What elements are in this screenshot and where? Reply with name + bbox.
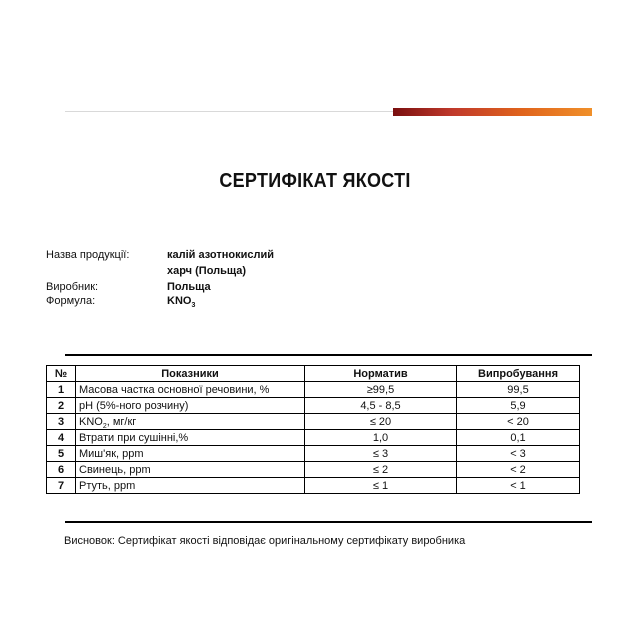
quality-table [46,365,580,494]
formula-main: KNO [167,295,192,307]
header-number: № [47,366,76,382]
row-number: 3 [47,414,76,430]
row-indicator-subscript: 2 [102,422,107,430]
table-row [47,462,580,478]
header-divider-line [65,111,393,112]
row-test: < 3 [457,446,580,462]
brand-accent-bar [393,108,592,116]
row-norm: ≤ 3 [305,446,457,462]
conclusion-text: Висновок: Сертифікат якості відповідає оригінальному сертифікату виробника [64,535,466,547]
row-indicator: Ртуть, ppm [76,478,305,494]
row-norm: 1,0 [305,430,457,446]
manufacturer-value: Польща [167,281,211,293]
row-indicator-main: KNO [79,415,103,428]
row-test: < 2 [457,462,580,478]
row-number: 7 [47,478,76,494]
table-row [47,414,580,430]
row-indicator: Миш'як, ppm [76,446,305,462]
row-norm: ≤ 2 [305,462,457,478]
row-norm: 4,5 - 8,5 [305,398,457,414]
row-number: 2 [47,398,76,414]
row-number: 6 [47,462,76,478]
row-number: 1 [47,382,76,398]
table-header-row [47,366,580,382]
row-indicator-unit: , мг/кг [106,415,137,428]
table-row [47,398,580,414]
row-number: 4 [47,430,76,446]
document-title: СЕРТИФІКАТ ЯКОСТІ [219,170,411,192]
header-indicator: Показники [76,366,305,382]
row-number: 5 [47,446,76,462]
product-value-line1: калій азотнокислий [167,249,275,261]
header-test: Випробування [457,366,580,382]
manufacturer-label: Виробник: [46,281,99,293]
row-indicator [76,414,305,430]
row-indicator: pH (5%-ного розчину) [76,398,305,414]
table-row [47,446,580,462]
product-value-line2: харч (Польща) [167,265,247,277]
row-test: < 20 [457,414,580,430]
row-norm: ≤ 20 [305,414,457,430]
table-row [47,382,580,398]
table-row [47,478,580,494]
formula-label: Формула: [46,295,96,307]
row-indicator: Втрати при сушінні,% [76,430,305,446]
table-row [47,430,580,446]
row-norm: ≤ 1 [305,478,457,494]
formula-value [167,294,195,309]
table-bottom-rule [65,521,592,523]
row-indicator: Свинець, ppm [76,462,305,478]
row-test: 99,5 [457,382,580,398]
formula-subscript: 3 [191,302,196,310]
product-label: Назва продукції: [46,249,130,261]
row-indicator: Масова частка основної речовини, % [76,382,305,398]
row-test: 0,1 [457,430,580,446]
row-norm: ≥99,5 [305,382,457,398]
table-top-rule [65,354,592,356]
row-test: < 1 [457,478,580,494]
row-test: 5,9 [457,398,580,414]
header-norm: Норматив [305,366,457,382]
